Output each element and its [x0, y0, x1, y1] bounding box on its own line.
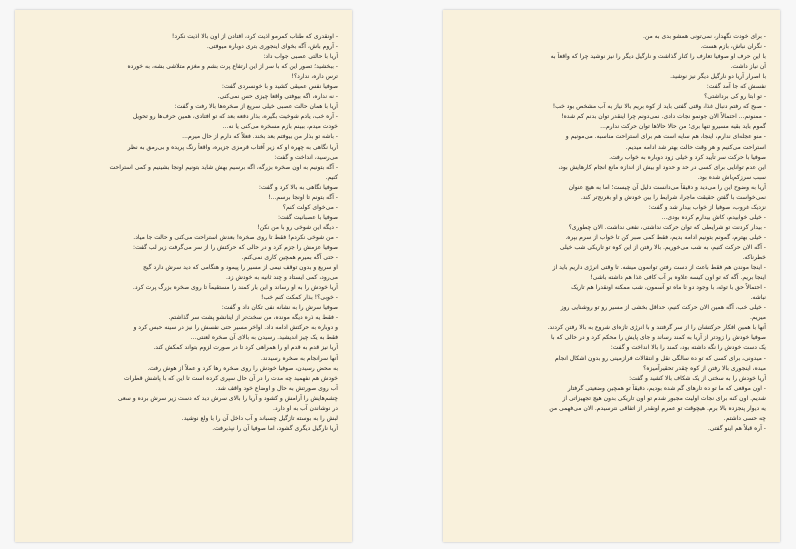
text-line: - آره خب، یادم شوخیت بگیره، بذار دفعه بعد که تو افتادی، همین حرف‌ها رو تحویل — [132, 113, 338, 121]
text-line: صوفیا خودش را زودتر از آریا به کمند رساند و جای پایش را محکم کرد و در حالی که با — [551, 334, 766, 342]
text-line: کنیم. — [325, 173, 338, 181]
text-line: - حتی آگه بمیرم همچین کاری نمی‌کنم. — [241, 254, 338, 262]
text-line: این عدم توانایی برای کسی در حد و حدود او بیش از اندازه مانع انجام کارهایش بود، — [558, 163, 766, 171]
text-line: - تو ابتا رو کی برداشتی؟ — [704, 93, 766, 101]
text-line: - بیدار کردنت تو شرایطی که توان حرکت نداشتی، نفعی نداشت. الان چطوری؟ — [568, 223, 766, 231]
page-right — [443, 10, 780, 542]
text-line: - صبح که رفتم دنبال غذا، وقتی گفتی باید از کوه بریم بالا نیاز به آب مشخص بود خب! — [552, 103, 766, 111]
text-line: - دیگه این شوخی رو با من نکن! — [257, 223, 338, 231]
text-line: سبب سرزکم‌باش شده بود. — [697, 173, 766, 181]
text-line: - اینجا موندن هم فقط باعث از دست رفتن توانمون میشه. تا وقتی انرژی داریم باید از — [552, 264, 766, 272]
text-line: - آگه بتونیم به اون صخره بزرگه، اگه برسیم بهش شاید بتونیم اونجا بشینیم و کمی استراحت — [109, 163, 338, 171]
text-line: - برای خودت نگهدار، نمی‌تونی همشو بدی به من. — [642, 33, 766, 40]
text-line: خطرناکه. — [742, 254, 766, 262]
text-line: آریا به وضوح این را می‌دید و دقیقاً می‌دانست دلیل آن چیست؛ اما به هیچ عنوان — [568, 183, 766, 191]
text-line: آریا خودش را به او رساند و این بار کمند را مستقیماً تا روی صخره بزرگ پرت کرد. — [132, 284, 338, 292]
text-line: نمی‌خواست با گفتن حقیقت ماجرا، شرایط را بین خودش و او بغرنج‌تر کند. — [580, 193, 766, 201]
page-left — [15, 10, 352, 542]
text-line: با این حرف او صوفیا تعارف را کنار گذاشت و نارگیل دیگر را نیز نوشید چرا که واقعاً به — [550, 53, 766, 61]
text-line: میریم. — [749, 314, 766, 322]
text-line: چشم‌هایش را آرامش و کشود و آریا را بالای سرش دید که دست زیر سرش برده و سعی — [117, 394, 338, 402]
text-line: آنها سرانجام به صخره رسیدند. — [260, 354, 338, 362]
text-line: - منو عجله‌ای ندارم، اینجا، هم سایه است هم برای استراحت مناسبه. می‌مونیم و — [565, 133, 766, 141]
text-line: یک دست خودش را نگه داشته بود، کمند را بالا انداخت و گفت: — [610, 344, 766, 352]
text-line: - احتمالاً حق با توئه، با وجود دو تا ماه تو آسمون، شب ممکنه اونقدرا هم تاریک — [571, 284, 766, 292]
text-line: آریا با همان حالت عصبی خیلی سریع از صخره‌ها بالا رفت و گفت: — [174, 103, 338, 111]
text-line: - خیلی بهترم، گمونم بتونیم ادامه بدیم، فقط کمی صبر کن تا خواب از سرم بپره. — [565, 233, 766, 241]
text-line: - خیلی خب، آگه همین الان حرکت کنیم، حداقل بخشی از مسیر رو تو روشنایی روز — [560, 304, 766, 312]
text-line: او سریع و بدون توقف نیمی از مسیر را پیمود و هنگامی که دید سرش دارد گیج — [142, 264, 338, 272]
text-line: - ببخشید؛ تصور این که با سر از این ارتفاع پرت بشم و مغزم متلاشی بشه، به خورده — [127, 63, 338, 71]
text-line: ترس داره، ندارد؟! — [291, 73, 338, 81]
text-line: آریا با حالتی عصبی جواب داد: — [263, 53, 338, 61]
text-line: چه حسی داشتم. — [723, 414, 766, 422]
text-line: - میدونی، برای کسی که تو ده سالگی نقل و انتقالات فرازمینی رو بدون اشکال انجام — [555, 354, 766, 362]
page-left-text — [29, 32, 338, 434]
text-line: صوفیا با حرکت سر تأیید کرد و خیلی زود دوباره به خواب رفت. — [609, 153, 766, 161]
text-line: گموم باید بقیه مسیرو تنها بری؛ من حالا حالاها توان حرکت ندارم... — [600, 123, 766, 131]
text-line: - باشه تو بذار من بیوفتم بعد بخند. فعلاً که دارم از حال میرم... — [182, 133, 338, 141]
text-line: میده، اینجوری بالا رفتن از کوه چقدر تحقیرآمیزه؟ — [643, 364, 766, 372]
text-line: - آره قبلاً هم اینو گفتی. — [707, 424, 766, 432]
text-line: صوفیا عزمش را جزم کرد و در حالی که حرکتش را از سر می‌گرفت زیر لب گفت: — [133, 243, 338, 251]
text-line: صوفیا سرش را به نشانه نفی تکان داد و گفت: — [221, 304, 338, 312]
text-line: - فقط یه ذره دیگه مونده، من سخت‌تر از اینانشو پشت سر گذاشتم. — [168, 314, 338, 322]
text-line: خودش هم نفهمید چه مدت را در آن حال سپری کرده است تا این که با پاشش قطرات — [124, 374, 338, 382]
text-line: صوفیا با عصبانیت گفت: — [278, 213, 338, 221]
text-line: فقط به یک چیز اندیشید. رسیدن به بالای آن صخره لعنتی... — [190, 334, 338, 342]
text-line: لبش را به بوسته تازگیل چسباند و آب داخل آن را با ولع نوشید. — [181, 414, 338, 422]
text-line: - آروم باش، آگه بخوای اینجوری بتری دوباره میوفتی. — [206, 43, 338, 51]
text-line: صوفیا نفس عمیقی کشید و با خونسردی گفت: — [221, 83, 338, 91]
text-line: - اونقدری که طناب کمرمو اذیت کرد، افتادن از اون بالا اذیت نکرد! — [171, 33, 338, 40]
text-line: به محض رسیدن، صوفیا خودش را روی صخره رها کرد و عملاً از هوش رفت. — [147, 364, 338, 372]
text-line: نزدیک غروب، صوفیا از خواب بیدار شد و گفت: — [648, 203, 766, 211]
text-line: نفسش که جا آمد گفت: — [706, 83, 766, 91]
text-line: صوفیا نگاهی به بالا کرد و گفت: — [258, 183, 338, 191]
text-line: آریا نیز قدم به قدم او را همراهی کرد تا در صورت لزوم بتواند کمکش کند. — [153, 344, 338, 352]
text-line: یه دیوار پنجزده بالا برم. هیچوقت تو عمرم اونقدر از اتفاقی نترسیدم. الان می‌فهمی من — [549, 404, 766, 412]
text-line: شدیم. اون کنه برای نجات اولیت مجبور شدم تو اون تاریکی بدون هیچ تجهیزاتی از — [562, 394, 766, 402]
text-line: - آگه الان حرکت کنیم، به شب می‌خوریم. بالا رفتن از این کوه تو تاریکی شب خیلی — [559, 243, 766, 251]
text-line: - من شوخی نکردم! فقط تا روی صخره! بعدش استراحت می‌کنی و حالت جا میاد. — [133, 233, 338, 241]
text-line: - خوبی؟! بذار کمکت کنم خب! — [261, 294, 338, 302]
text-line: آب روی صورتش به حال و اوضاع خود واقف شد. — [215, 384, 338, 392]
text-line: آریا خودش را به سختی از یک شکاف بالا کشید و گفت: — [629, 374, 766, 382]
text-line: - نه نداره، اگه بیوفتی واقعا چیزی حس نمی‌کنی. — [217, 93, 338, 101]
text-line: خودت میدم، ببینم بازم مسخره می‌کنی یا نه... — [222, 123, 338, 131]
text-line: - نگران نباش، بازم هست. — [700, 43, 766, 51]
text-line: می‌رسید، انداخت و گفت: — [274, 153, 338, 161]
text-line: - می‌خوای کولت کنم؟ — [282, 203, 338, 211]
text-line: در نوشاندن آب به او دارد. — [272, 404, 338, 412]
text-line: با اصرار آریا دو نارگیل دیگر نیز نوشید. — [670, 73, 766, 81]
text-line: - ممنونم... احتمالاً الان جونمو نجات دادی. نمی‌دونم چرا اینقدر توان بدنم کم شده! — [561, 113, 766, 121]
text-line: - خیلی خوابیدم، کاش بیدارم کرده بودی... — [661, 213, 766, 221]
text-line: می‌رود، کمی ایستاد و چند ثانیه به خودش زد. — [225, 274, 338, 282]
text-line: - اون موقعی که ما تو ده تارهای گم شده بودیم، دقیقاً تو همچین وضعیتی گرفتار — [567, 384, 766, 392]
text-line: آنها با همین افکار حرکتشان را از سر گرفتند و با انرژی تازه‌ای شروع به بالا رفتن کردند. — [547, 324, 766, 332]
text-line: نباشه. — [750, 294, 766, 302]
text-line: - آگه بتونم تا اونجا برسم...! — [268, 193, 338, 201]
text-line: آن نیاز داشت. — [730, 63, 766, 71]
text-line: و دوباره به حرکتش ادامه داد. اواخر مسیر حتی نفسش را نیز در سینه حبس کرد و — [133, 324, 338, 332]
page-right-text — [457, 32, 766, 434]
text-line: آریا نارگیل دیگری گشود، اما صوفیا آن را نپذیرفت. — [212, 424, 338, 432]
text-line: آریا نگاهی به چهره او که زیر آفتاب قرمزی جزیره، واقعاً رنگ پریده و بی‌رمق به نظر — [127, 143, 338, 151]
text-line: استراحت می‌کنیم و هر وقت حالت بهتر شد ادامه میدیم. — [625, 143, 766, 151]
text-line: اینجا بریم. آگه که تو اون کیسه علاوه بر آب کافی غذا هم داشته باشی! — [590, 274, 766, 282]
